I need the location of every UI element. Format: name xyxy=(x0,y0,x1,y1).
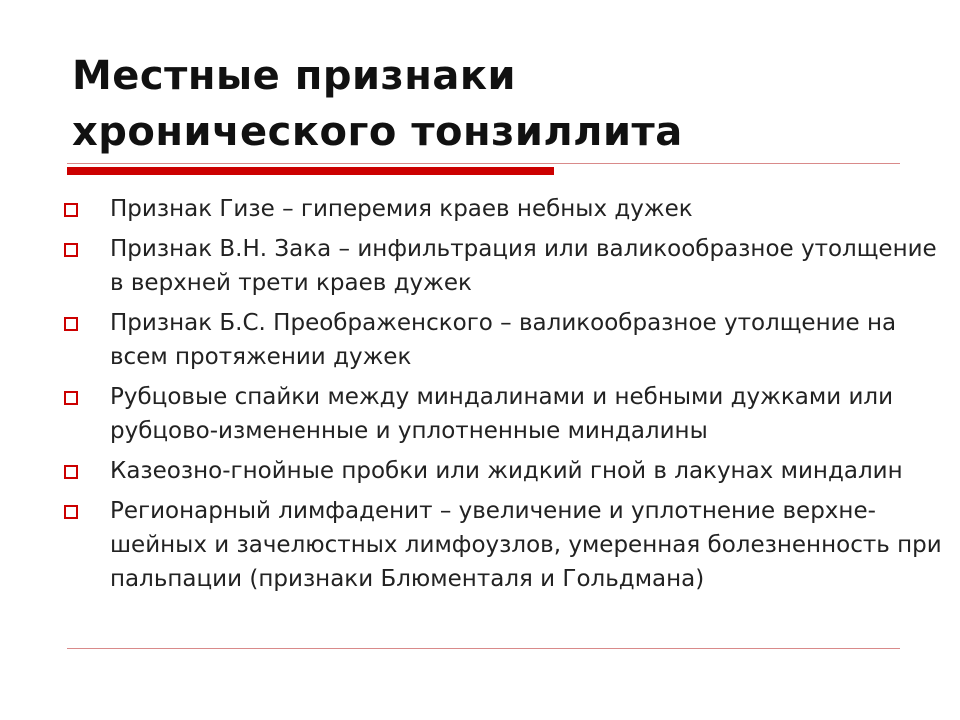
list-item xyxy=(62,380,942,448)
title-divider-line xyxy=(67,163,900,164)
title-accent-bar xyxy=(67,167,554,175)
slide-title-line-2: хронического тонзиллита xyxy=(72,109,683,155)
list-item-text: Признак В.Н. Зака – инфильтрация или валикообразное утолщение в верхней трети краев дужек xyxy=(110,236,937,296)
hollow-square-bullet-icon xyxy=(64,465,78,479)
slide-title xyxy=(72,48,912,160)
list-item xyxy=(62,192,942,226)
hollow-square-bullet-icon xyxy=(64,505,78,519)
list-item-text: Казеозно-гнойные пробки или жидкий гной в лакунах миндалин xyxy=(110,458,903,484)
list-item xyxy=(62,306,942,374)
list-item-text: Рубцовые спайки между миндалинами и небными дужками или рубцово-измененные и уплотненные миндалины xyxy=(110,384,894,444)
hollow-square-bullet-icon xyxy=(64,203,78,217)
list-item-text: Признак Б.С. Преображенского – валикообразное утолщение на всем протяжении дужек xyxy=(110,310,897,370)
slide-title-line-1: Местные признаки xyxy=(72,53,517,99)
bottom-divider-line xyxy=(67,648,900,649)
hollow-square-bullet-icon xyxy=(64,243,78,257)
list-item-text: Признак Гизе – гиперемия краев небных дужек xyxy=(110,196,693,222)
bullet-list xyxy=(62,192,942,602)
hollow-square-bullet-icon xyxy=(64,391,78,405)
list-item xyxy=(62,454,942,488)
list-item xyxy=(62,494,942,596)
list-item xyxy=(62,232,942,300)
hollow-square-bullet-icon xyxy=(64,317,78,331)
list-item-text: Регионарный лимфаденит – увеличение и уплотнение верхне-шейных и зачелюстных лимфоузлов, умеренная болезненность при пальпации (признаки Блюменталя и Гольдмана) xyxy=(110,498,942,592)
